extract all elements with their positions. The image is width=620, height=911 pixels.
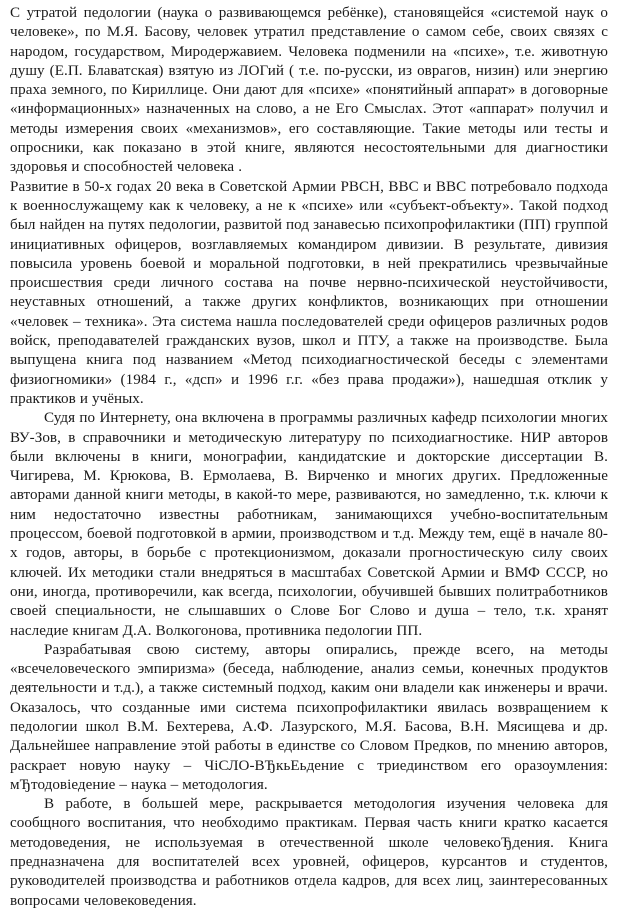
paragraph-1: С утратой педологии (наука о развивающемся ребёнке), становящейся «системой наук о человеке», по М.Я. Басову, человек утратил представление о самом себе, своих связях с народом, государством, Миродержавием. Человека подменили на «психе», т.е. животную душу (Е.П. Блаватская) взятую из ЛОГий ( т.е. по-русски, из оврагов, низин) или энергию праха земного, по Кириллице. Они дают для «психе» «понятийный аппарат» в договорные «информационных» назначенных на слово, а не Его Смыслах. Этот «аппарат» получил и методы измерения своих «механизмов», его составляющие. Такие методы или тесты и опросники, как показано в этой книге, являются несостоятельными для диагностики здоровья и способностей человека .: [10, 5, 608, 176]
paragraph-4: Разрабатывая свою систему, авторы опирались, прежде всего, на методы «всечеловеческого эмпиризма» (беседа, наблюдение, анализ семьи, конечных продуктов деятельности и т.д.), а также системный подход, каким они владели как инженеры и врачи. Оказалось, что созданные ими система психопрофилактики явилась возвращением к педологии школ В.М. Бехтерева, А.Ф. Лазурского, М.Я. Басова, В.Н. Мясищева и др. Дальнейшее направление этой работы в единстве со Словом Предков, по мнению авторов, раскрает новую науку – ЧіСЛО-ВЂкьЕьдение с триединством его оразоумления: мЂтодовiедение – наука – методология.: [10, 641, 608, 793]
paragraph-2: Развитие в 50-х годах 20 века в Советской Армии РВСН, ВВС и ВВС потребовало подхода к военнослужащему как к человеку, а не к «психе» или «субъект-объекту». Такой подход был найден на путях педологии, развитой под занавесью психопрофилактики (ПП) группой инициативных офицеров, возглавляемых командиром дивизии. В результате, дивизия повысила уровень боевой и моральной подготовки, в ней прекратились чрезвычайные происшествия среди личного состава на почве нервно-психической неустойчивости, неуставных отношений, а также других конфликтов, возникающих при отношении «человек – техника». Эта система нашла последователей среди офицеров различных родов войск, преподавателей гражданских вузов, школ и ПТУ, а также на производстве. Была выпущена книга под названием «Метод психодиагностической беседы с элементами физиогномики» (1984 г., «дсп» и 1996 г.г. «без права продажи»), нашедшая отклик у практиков и учёных.: [10, 178, 608, 407]
paragraph-3: Судя по Интернету, она включена в программы различных кафедр психологии многих ВУ-Зов, в справочники и методическую литературу по психодиагностике. НИР авторов были включены в книги, монографии, кандидатские и докторские диссертации В. Чигирева, М. Крюкова, В. Ермолаева, В. Вирченко и многих других. Предложенные авторами данной книги методы, в какой-то мере, развиваются, но замедленно, т.к. ключи к ним недостаточно известны работникам, занимающихся учебно-воспитательным процессом, боевой подготовкой в армии, производством и т.д. Между тем, ещё в начале 80-х годов, авторы, в борьбе с протекционизмом, доказали прогностическую силу своих ключей. Их методики стали внедряться в масштабах Советской Армии и ВМФ СССР, но они, иногда, противоречили, как всегда, психологии, обучившей бывших политработников своей специальности, не слышавших о Слове Бог Слово и душа – тело, т.к. хранят наследие книгам Д.А. Волкогонова, противника педологии ПП.: [10, 410, 608, 639]
paragraph-5: В работе, в большей мере, раскрывается методология изучения человека для сообщного воспитания, что необходимо практикам. Первая часть книги кратко касается методоведения, не используемая в отечественной школе человекоЂдения. Книга предназначена для воспитателей всех уровней, офицеров, курсантов и студентов, руководителей производства и работников отдела кадров, для всех лиц, заинтересованных вопросами человековедения.: [10, 796, 608, 909]
